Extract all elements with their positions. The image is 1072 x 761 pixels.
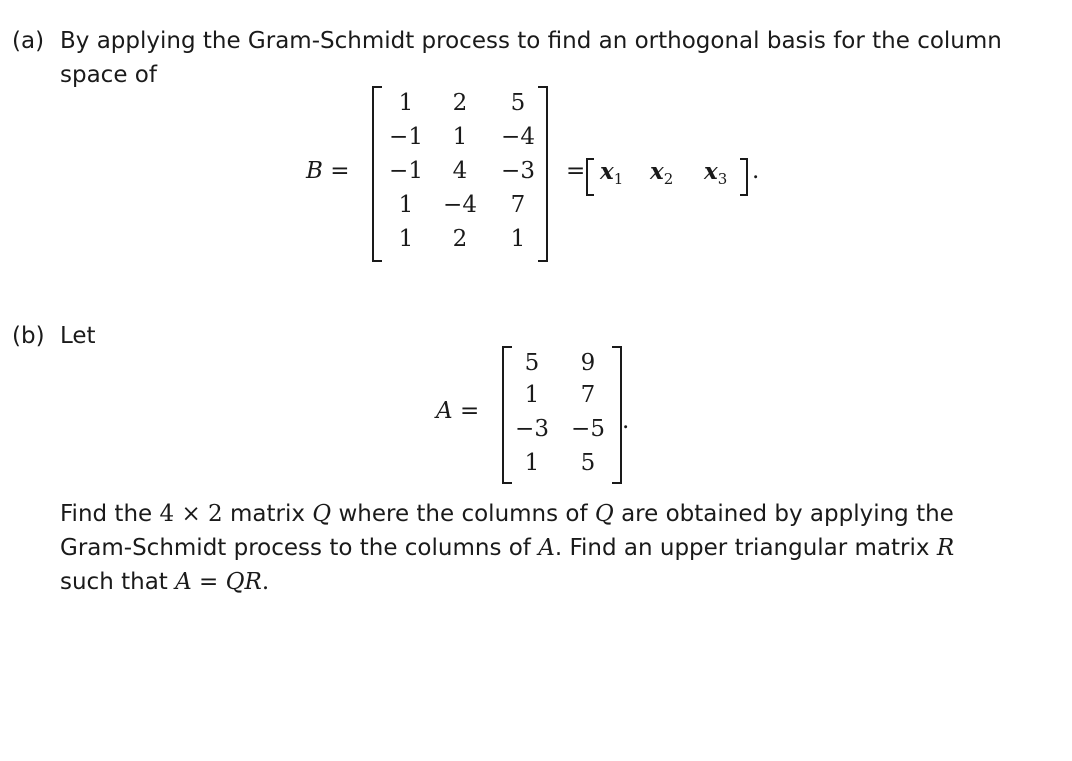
matrix-b — [372, 86, 548, 262]
part-a-label: (a) — [12, 28, 45, 54]
matrix-b-cell-r3-c3: −3 — [501, 158, 535, 184]
matrix-b-cell-r4-c2: −4 — [443, 192, 477, 218]
matrix-a-symbol: A — [436, 398, 453, 424]
vector-left-bracket — [586, 158, 594, 196]
q-symbol: Q — [312, 501, 332, 527]
vector-x1: $x_1$ — [600, 158, 624, 188]
matrix-a-cell-r1-c2: 9 — [580, 350, 596, 376]
equals-sign: = — [459, 398, 480, 424]
matrix-b-cell-r2-c3: −4 — [501, 124, 535, 150]
matrix-b-cell-r1-c2: 2 — [452, 90, 468, 116]
part-b-let: Let — [60, 323, 96, 349]
matrix-a-cell-r3-c1: −3 — [515, 416, 549, 442]
equals-sign: = — [330, 158, 350, 184]
matrix-b-lhs — [306, 158, 350, 184]
matrix-b-cell-r2-c2: 1 — [452, 124, 468, 150]
matrix-a-cell-r4-c1: 1 — [524, 450, 540, 476]
matrix-a — [502, 346, 622, 484]
matrix-b-symbol: B — [306, 158, 323, 184]
matrix-b-cell-r3-c1: −1 — [389, 158, 423, 184]
vector-x2: $x_2$ — [650, 158, 674, 188]
q-symbol-2: Q — [594, 501, 614, 527]
matrix-b-cell-r5-c2: 2 — [452, 226, 468, 252]
vector-period: . — [752, 158, 760, 184]
part-b-question-line-3: such that A = QR. — [60, 569, 270, 595]
column-vector-row — [586, 156, 766, 196]
matrix-a-cell-r3-c2: −5 — [571, 416, 605, 442]
matrix-a-cell-r4-c2: 5 — [580, 450, 596, 476]
eq-lhs: A — [175, 569, 192, 595]
matrix-a-cell-r1-c1: 5 — [524, 350, 540, 376]
part-a-question-line-2: space of — [60, 62, 157, 88]
matrix-b-cell-r1-c3: 5 — [510, 90, 526, 116]
matrix-a-cell-r2-c1: 1 — [524, 382, 540, 408]
part-b-question-line-1: Find the 4 × 2 matrix Q where the columns of Q are obtained by applying the — [60, 501, 954, 527]
r-symbol: R — [936, 535, 955, 561]
matrix-b-cell-r5-c3: 1 — [510, 226, 526, 252]
equals-sign-2: = — [566, 158, 586, 184]
matrix-b-cell-r1-c1: 1 — [398, 90, 414, 116]
eq-rhs: QR — [225, 569, 262, 595]
matrix-a-lhs — [436, 398, 479, 424]
vector-right-bracket — [740, 158, 748, 196]
matrix-a-period: . — [622, 408, 630, 434]
matrix-b-cell-r4-c1: 1 — [398, 192, 414, 218]
matrix-b-cell-r5-c1: 1 — [398, 226, 414, 252]
matrix-a-cell-r2-c2: 7 — [580, 382, 596, 408]
part-b-question-line-2: Gram-Schmidt process to the columns of A. Find an upper triangular matrix R — [60, 535, 955, 561]
a-symbol: A — [538, 535, 555, 561]
vector-x3: $x_3$ — [704, 158, 728, 188]
part-b-question — [60, 497, 1020, 599]
matrix-b-cell-r2-c1: −1 — [389, 124, 423, 150]
matrix-b-cell-r4-c3: 7 — [510, 192, 526, 218]
part-b-label: (b) — [12, 323, 45, 349]
dims: 4 × 2 — [159, 501, 223, 527]
matrix-b-cell-r3-c2: 4 — [452, 158, 468, 184]
part-a-question-line-1: By applying the Gram-Schmidt process to find an orthogonal basis for the column — [60, 28, 1002, 54]
